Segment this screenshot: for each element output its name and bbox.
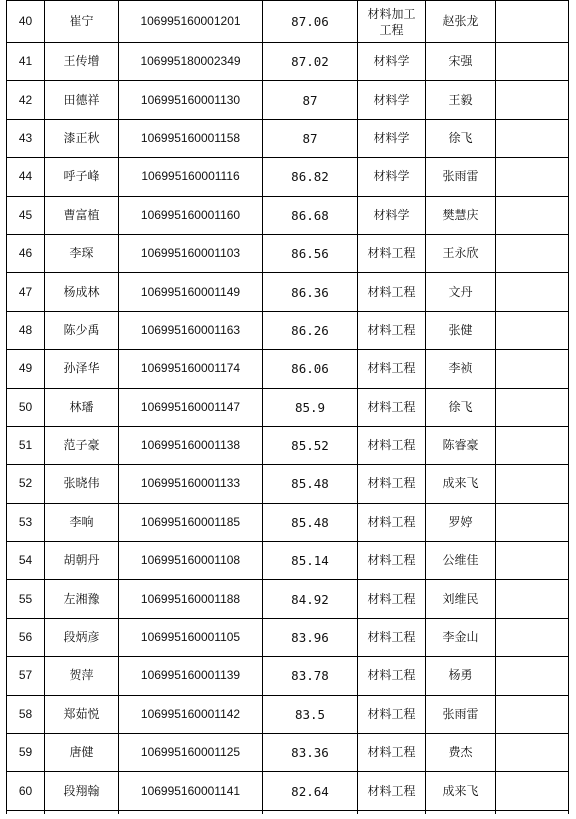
major-cell: 材料工程	[358, 618, 426, 656]
major-cell: 材料学	[358, 196, 426, 234]
candidate-id-cell	[119, 810, 263, 814]
candidate-id-cell: 106995160001139	[119, 657, 263, 695]
remark-cell	[496, 695, 569, 733]
advisor-cell: 王永欣	[426, 234, 496, 272]
name-cell: 呼子峰	[45, 158, 119, 196]
candidate-id-cell: 106995160001185	[119, 503, 263, 541]
score-cell: 83.5	[263, 695, 358, 733]
name-cell	[45, 810, 119, 814]
major-cell: 材料学	[358, 43, 426, 81]
candidate-id-cell: 106995160001105	[119, 618, 263, 656]
rank-cell: 55	[7, 580, 45, 618]
major-cell: 材料工程	[358, 350, 426, 388]
advisor-cell: 樊慧庆	[426, 196, 496, 234]
rank-cell: 44	[7, 158, 45, 196]
candidate-id-cell: 106995160001160	[119, 196, 263, 234]
rank-cell: 40	[7, 1, 45, 43]
remark-cell	[496, 465, 569, 503]
score-cell: 85.14	[263, 542, 358, 580]
score-cell: 86.26	[263, 311, 358, 349]
major-cell: 材料工程	[358, 657, 426, 695]
table-row	[7, 311, 569, 349]
score-cell: 84.92	[263, 580, 358, 618]
score-cell: 86.82	[263, 158, 358, 196]
name-cell: 唐健	[45, 734, 119, 772]
candidate-id-cell: 106995160001142	[119, 695, 263, 733]
score-cell: 86.36	[263, 273, 358, 311]
remark-cell	[496, 350, 569, 388]
major-cell: 材料学	[358, 158, 426, 196]
table-row	[7, 542, 569, 580]
rank-cell	[7, 810, 45, 814]
advisor-cell: 成来飞	[426, 772, 496, 810]
table-row	[7, 426, 569, 464]
remark-cell	[496, 426, 569, 464]
name-cell: 曹富植	[45, 196, 119, 234]
remark-cell	[496, 503, 569, 541]
rank-cell: 60	[7, 772, 45, 810]
results-sheet	[6, 0, 568, 814]
remark-cell	[496, 43, 569, 81]
table-row	[7, 580, 569, 618]
score-cell	[263, 810, 358, 814]
ranking-table	[6, 0, 569, 814]
major-cell: 材料工程	[358, 234, 426, 272]
rank-cell: 48	[7, 311, 45, 349]
candidate-id-cell: 106995160001116	[119, 158, 263, 196]
name-cell: 田德祥	[45, 81, 119, 119]
rank-cell: 51	[7, 426, 45, 464]
remark-cell	[496, 618, 569, 656]
table-row	[7, 388, 569, 426]
table-row	[7, 503, 569, 541]
rank-cell: 59	[7, 734, 45, 772]
rank-cell: 49	[7, 350, 45, 388]
remark-cell	[496, 772, 569, 810]
major-cell	[358, 810, 426, 814]
name-cell: 段翔翰	[45, 772, 119, 810]
remark-cell	[496, 734, 569, 772]
table-row-partial	[7, 810, 569, 814]
score-cell: 86.06	[263, 350, 358, 388]
candidate-id-cell: 106995160001188	[119, 580, 263, 618]
major-cell: 材料学	[358, 81, 426, 119]
major-cell: 材料工程	[358, 311, 426, 349]
score-cell: 87.02	[263, 43, 358, 81]
name-cell: 林璠	[45, 388, 119, 426]
candidate-id-cell: 106995160001141	[119, 772, 263, 810]
name-cell: 范子豪	[45, 426, 119, 464]
score-cell: 85.52	[263, 426, 358, 464]
rank-cell: 58	[7, 695, 45, 733]
remark-cell	[496, 81, 569, 119]
score-cell: 85.48	[263, 503, 358, 541]
name-cell: 胡朝丹	[45, 542, 119, 580]
advisor-cell: 李金山	[426, 618, 496, 656]
score-cell: 83.78	[263, 657, 358, 695]
rank-cell: 43	[7, 119, 45, 157]
score-cell: 87	[263, 119, 358, 157]
advisor-cell: 费杰	[426, 734, 496, 772]
candidate-id-cell: 106995160001133	[119, 465, 263, 503]
advisor-cell: 李祯	[426, 350, 496, 388]
table-row	[7, 350, 569, 388]
advisor-cell: 宋强	[426, 43, 496, 81]
remark-cell	[496, 311, 569, 349]
major-cell: 材料工程	[358, 580, 426, 618]
name-cell: 张晓伟	[45, 465, 119, 503]
table-row	[7, 657, 569, 695]
score-cell: 85.9	[263, 388, 358, 426]
advisor-cell: 王毅	[426, 81, 496, 119]
candidate-id-cell: 106995160001149	[119, 273, 263, 311]
advisor-cell: 公维佳	[426, 542, 496, 580]
table-row	[7, 234, 569, 272]
rank-cell: 45	[7, 196, 45, 234]
candidate-id-cell: 106995160001130	[119, 81, 263, 119]
remark-cell	[496, 810, 569, 814]
table-row	[7, 695, 569, 733]
table-row	[7, 734, 569, 772]
rank-cell: 54	[7, 542, 45, 580]
advisor-cell	[426, 810, 496, 814]
name-cell: 陈少禹	[45, 311, 119, 349]
table-row	[7, 81, 569, 119]
candidate-id-cell: 106995160001201	[119, 1, 263, 43]
rank-cell: 56	[7, 618, 45, 656]
rank-cell: 47	[7, 273, 45, 311]
score-cell: 82.64	[263, 772, 358, 810]
remark-cell	[496, 273, 569, 311]
remark-cell	[496, 1, 569, 43]
score-cell: 85.48	[263, 465, 358, 503]
rank-cell: 42	[7, 81, 45, 119]
major-cell: 材料加工工程	[358, 1, 426, 43]
score-cell: 87	[263, 81, 358, 119]
candidate-id-cell: 106995160001138	[119, 426, 263, 464]
advisor-cell: 罗婷	[426, 503, 496, 541]
major-cell: 材料工程	[358, 734, 426, 772]
rank-cell: 53	[7, 503, 45, 541]
remark-cell	[496, 119, 569, 157]
candidate-id-cell: 106995160001163	[119, 311, 263, 349]
name-cell: 段炳彦	[45, 618, 119, 656]
advisor-cell: 刘维民	[426, 580, 496, 618]
table-row	[7, 465, 569, 503]
major-cell: 材料工程	[358, 426, 426, 464]
rank-cell: 52	[7, 465, 45, 503]
table-row	[7, 43, 569, 81]
rank-cell: 57	[7, 657, 45, 695]
advisor-cell: 徐飞	[426, 388, 496, 426]
name-cell: 崔宁	[45, 1, 119, 43]
name-cell: 李琛	[45, 234, 119, 272]
table-row	[7, 119, 569, 157]
major-cell: 材料工程	[358, 503, 426, 541]
table-row	[7, 273, 569, 311]
major-cell: 材料工程	[358, 542, 426, 580]
candidate-id-cell: 106995160001158	[119, 119, 263, 157]
table-row	[7, 618, 569, 656]
table-row	[7, 772, 569, 810]
candidate-id-cell: 106995160001125	[119, 734, 263, 772]
remark-cell	[496, 388, 569, 426]
remark-cell	[496, 657, 569, 695]
candidate-id-cell: 106995180002349	[119, 43, 263, 81]
candidate-id-cell: 106995160001108	[119, 542, 263, 580]
remark-cell	[496, 542, 569, 580]
remark-cell	[496, 234, 569, 272]
table-row	[7, 196, 569, 234]
advisor-cell: 张雨雷	[426, 158, 496, 196]
candidate-id-cell: 106995160001147	[119, 388, 263, 426]
rank-cell: 41	[7, 43, 45, 81]
name-cell: 左湘豫	[45, 580, 119, 618]
name-cell: 王传增	[45, 43, 119, 81]
major-cell: 材料工程	[358, 695, 426, 733]
major-cell: 材料工程	[358, 772, 426, 810]
advisor-cell: 张雨雷	[426, 695, 496, 733]
name-cell: 漆正秋	[45, 119, 119, 157]
major-cell: 材料学	[358, 119, 426, 157]
name-cell: 贺萍	[45, 657, 119, 695]
advisor-cell: 张健	[426, 311, 496, 349]
name-cell: 孙泽华	[45, 350, 119, 388]
advisor-cell: 成来飞	[426, 465, 496, 503]
advisor-cell: 杨勇	[426, 657, 496, 695]
advisor-cell: 陈睿豪	[426, 426, 496, 464]
name-cell: 杨成林	[45, 273, 119, 311]
remark-cell	[496, 580, 569, 618]
rank-cell: 46	[7, 234, 45, 272]
table-row	[7, 158, 569, 196]
table-body	[7, 1, 569, 815]
score-cell: 86.68	[263, 196, 358, 234]
name-cell: 李响	[45, 503, 119, 541]
advisor-cell: 徐飞	[426, 119, 496, 157]
name-cell: 郑茹悦	[45, 695, 119, 733]
major-cell: 材料工程	[358, 273, 426, 311]
major-cell: 材料工程	[358, 465, 426, 503]
table-row	[7, 1, 569, 43]
candidate-id-cell: 106995160001174	[119, 350, 263, 388]
rank-cell: 50	[7, 388, 45, 426]
score-cell: 87.06	[263, 1, 358, 43]
remark-cell	[496, 196, 569, 234]
score-cell: 86.56	[263, 234, 358, 272]
score-cell: 83.96	[263, 618, 358, 656]
major-cell: 材料工程	[358, 388, 426, 426]
candidate-id-cell: 106995160001103	[119, 234, 263, 272]
remark-cell	[496, 158, 569, 196]
advisor-cell: 文丹	[426, 273, 496, 311]
advisor-cell: 赵张龙	[426, 1, 496, 43]
score-cell: 83.36	[263, 734, 358, 772]
